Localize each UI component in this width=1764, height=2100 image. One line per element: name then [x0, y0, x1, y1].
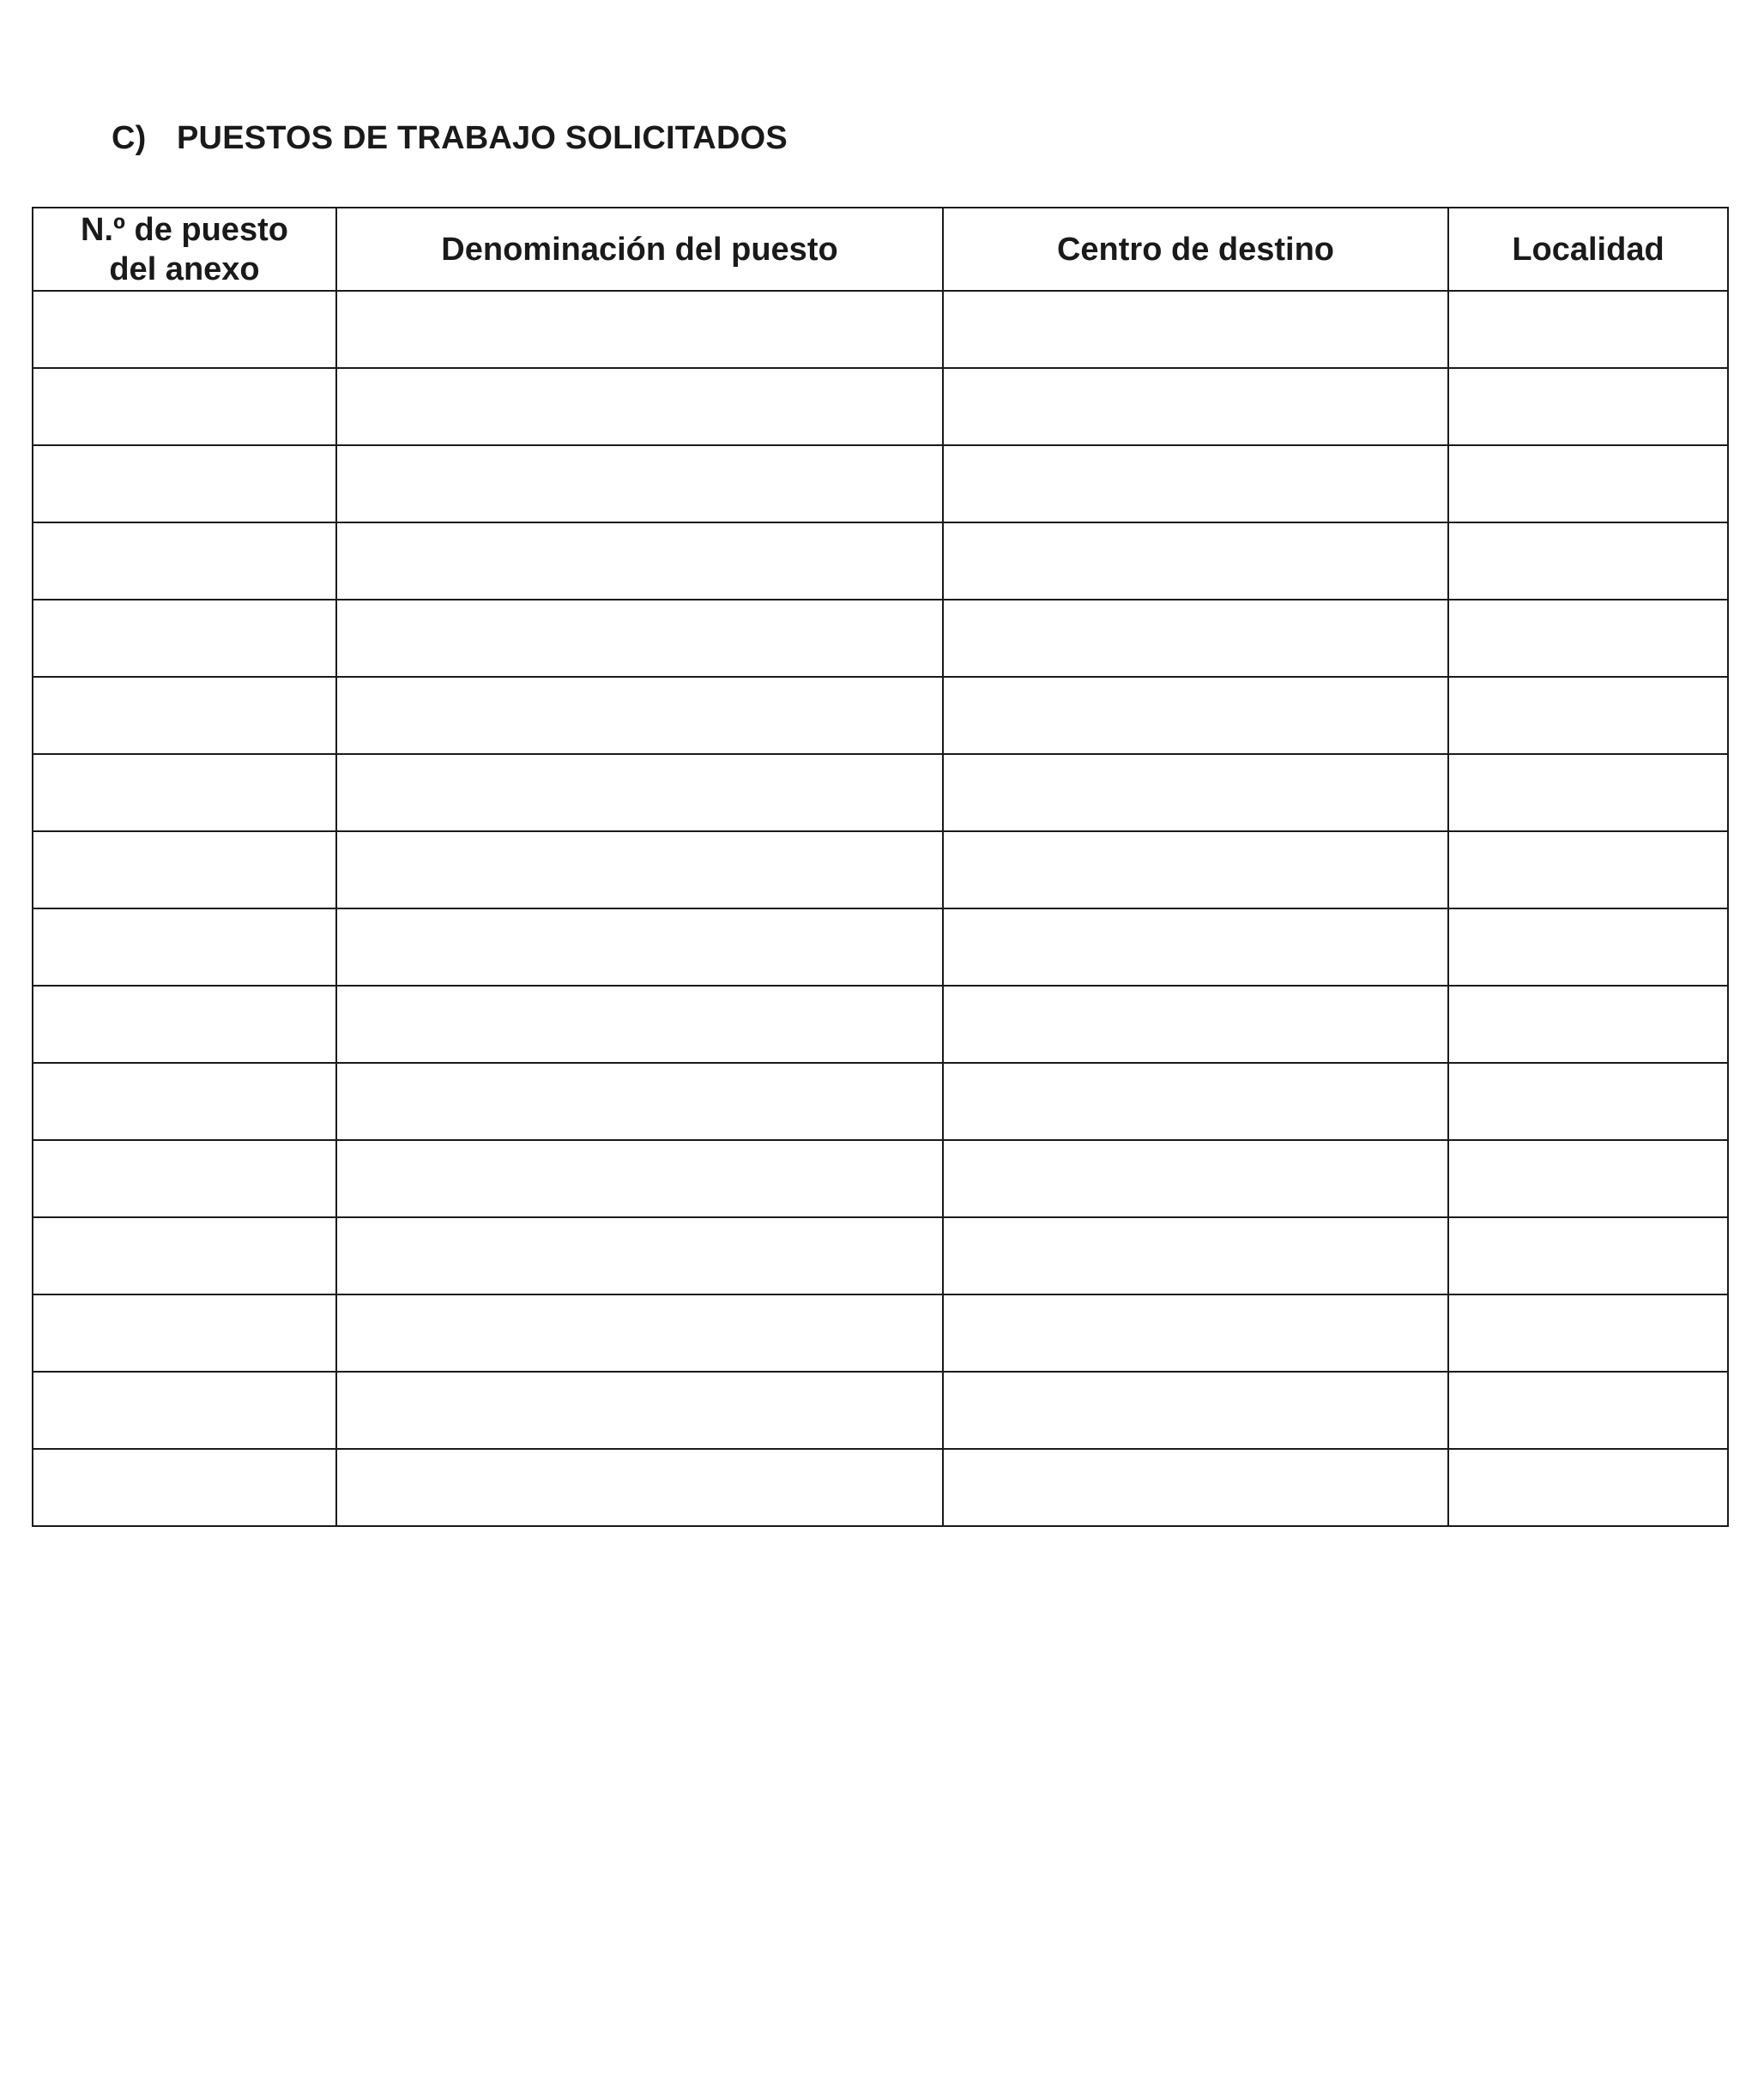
cell-destination-center[interactable]: [943, 986, 1448, 1063]
cell-position-number[interactable]: [33, 445, 336, 522]
cell-destination-center[interactable]: [943, 600, 1448, 677]
cell-position-number[interactable]: [33, 522, 336, 600]
cell-position-name[interactable]: [336, 908, 943, 986]
table-row: [33, 1140, 1728, 1217]
cell-position-number[interactable]: [33, 1140, 336, 1217]
cell-destination-center[interactable]: [943, 522, 1448, 600]
table-row: [33, 1372, 1728, 1449]
table-row: [33, 1449, 1728, 1526]
table-row: [33, 1063, 1728, 1140]
table-row: [33, 677, 1728, 754]
table-row: [33, 1294, 1728, 1372]
cell-position-name[interactable]: [336, 831, 943, 908]
cell-destination-center[interactable]: [943, 1449, 1448, 1526]
table-row: [33, 986, 1728, 1063]
header-locality: Localidad: [1448, 208, 1728, 291]
cell-locality[interactable]: [1448, 1372, 1728, 1449]
cell-locality[interactable]: [1448, 1063, 1728, 1140]
cell-position-name[interactable]: [336, 1294, 943, 1372]
header-position-number-line1: N.º de puesto: [81, 211, 288, 248]
cell-position-name[interactable]: [336, 677, 943, 754]
table-row: [33, 831, 1728, 908]
cell-locality[interactable]: [1448, 1449, 1728, 1526]
cell-position-name[interactable]: [336, 1140, 943, 1217]
table-row: [33, 368, 1728, 445]
cell-locality[interactable]: [1448, 291, 1728, 368]
cell-destination-center[interactable]: [943, 445, 1448, 522]
table-body: [33, 291, 1728, 1526]
cell-position-number[interactable]: [33, 368, 336, 445]
cell-locality[interactable]: [1448, 600, 1728, 677]
cell-position-number[interactable]: [33, 908, 336, 986]
cell-destination-center[interactable]: [943, 831, 1448, 908]
cell-position-number[interactable]: [33, 1063, 336, 1140]
cell-locality[interactable]: [1448, 445, 1728, 522]
cell-position-name[interactable]: [336, 600, 943, 677]
cell-position-name[interactable]: [336, 754, 943, 831]
table-row: [33, 600, 1728, 677]
cell-locality[interactable]: [1448, 831, 1728, 908]
cell-locality[interactable]: [1448, 677, 1728, 754]
cell-destination-center[interactable]: [943, 1294, 1448, 1372]
cell-position-name[interactable]: [336, 445, 943, 522]
cell-locality[interactable]: [1448, 908, 1728, 986]
cell-position-number[interactable]: [33, 754, 336, 831]
cell-destination-center[interactable]: [943, 1217, 1448, 1294]
cell-position-name[interactable]: [336, 986, 943, 1063]
cell-destination-center[interactable]: [943, 1372, 1448, 1449]
header-position-number: [33, 208, 336, 291]
cell-locality[interactable]: [1448, 754, 1728, 831]
cell-destination-center[interactable]: [943, 754, 1448, 831]
cell-position-name[interactable]: [336, 522, 943, 600]
cell-locality[interactable]: [1448, 1140, 1728, 1217]
cell-position-number[interactable]: [33, 291, 336, 368]
cell-destination-center[interactable]: [943, 1063, 1448, 1140]
table-row: [33, 908, 1728, 986]
header-destination-center: Centro de destino: [943, 208, 1448, 291]
cell-destination-center[interactable]: [943, 368, 1448, 445]
requested-positions-table: [32, 207, 1729, 1527]
table-row: [33, 754, 1728, 831]
cell-position-number[interactable]: [33, 1217, 336, 1294]
cell-locality[interactable]: [1448, 368, 1728, 445]
cell-position-number[interactable]: [33, 600, 336, 677]
cell-destination-center[interactable]: [943, 677, 1448, 754]
cell-locality[interactable]: [1448, 1217, 1728, 1294]
table-row: [33, 522, 1728, 600]
cell-position-number[interactable]: [33, 1449, 336, 1526]
cell-destination-center[interactable]: [943, 908, 1448, 986]
cell-locality[interactable]: [1448, 522, 1728, 600]
section-letter: C): [112, 120, 147, 156]
cell-position-name[interactable]: [336, 1449, 943, 1526]
table-header-row: [33, 208, 1728, 291]
cell-locality[interactable]: [1448, 1294, 1728, 1372]
cell-position-number[interactable]: [33, 831, 336, 908]
section-title: PUESTOS DE TRABAJO SOLICITADOS: [177, 120, 788, 156]
cell-destination-center[interactable]: [943, 291, 1448, 368]
table-row: [33, 445, 1728, 522]
table-row: [33, 1217, 1728, 1294]
header-position-name: Denominación del puesto: [336, 208, 943, 291]
section-heading: [112, 120, 788, 157]
cell-position-name[interactable]: [336, 291, 943, 368]
cell-position-name[interactable]: [336, 368, 943, 445]
cell-position-number[interactable]: [33, 1372, 336, 1449]
cell-position-name[interactable]: [336, 1063, 943, 1140]
cell-position-number[interactable]: [33, 1294, 336, 1372]
cell-locality[interactable]: [1448, 986, 1728, 1063]
cell-destination-center[interactable]: [943, 1140, 1448, 1217]
cell-position-number[interactable]: [33, 677, 336, 754]
cell-position-name[interactable]: [336, 1217, 943, 1294]
table-row: [33, 291, 1728, 368]
header-position-number-line2: del anexo: [109, 250, 260, 287]
cell-position-name[interactable]: [336, 1372, 943, 1449]
cell-position-number[interactable]: [33, 986, 336, 1063]
